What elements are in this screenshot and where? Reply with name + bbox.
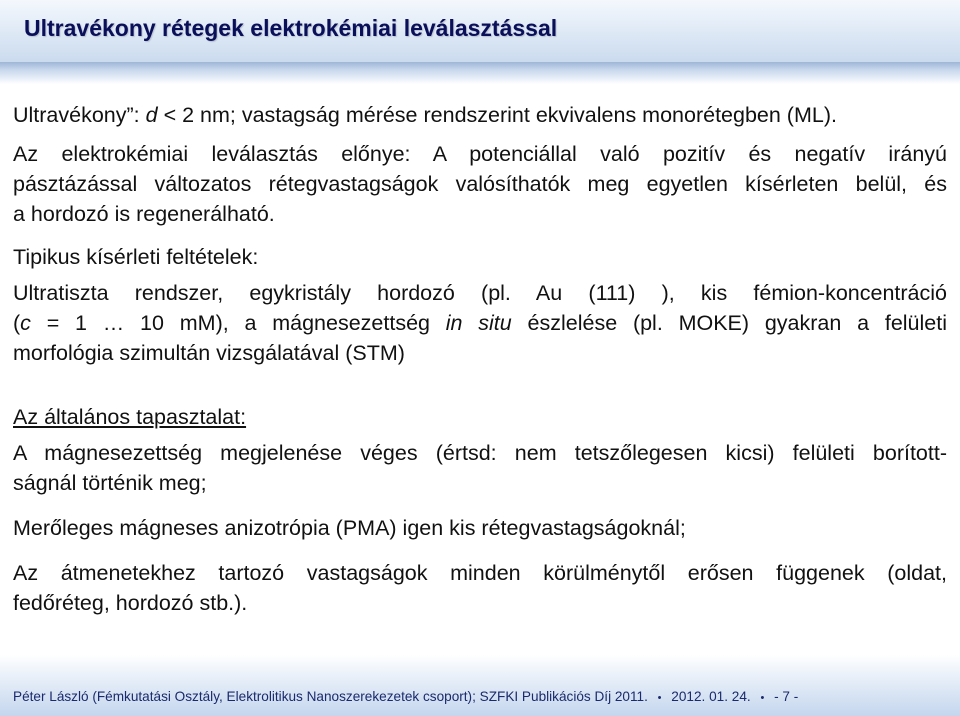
general-experience-heading: Az általános tapasztalat: bbox=[13, 405, 247, 429]
advantage-line-1: Az elektrokémiai leválasztás előnye: A potenciállal való pozitív és negatív irányú bbox=[13, 142, 947, 166]
footer bbox=[13, 689, 947, 704]
definition-text-a: Ultravékony”: bbox=[13, 103, 146, 127]
pma-statement: Merőleges mágneses anizotrópia (PMA) igen kis rétegvastagságoknál; bbox=[13, 516, 686, 540]
magnetization-line-2: ságnál történik meg; bbox=[13, 471, 207, 495]
advantage-line-3: a hordozó is regenerálható. bbox=[13, 202, 275, 226]
slide-title: Ultravékony rétegek elektrokémiai leválasztással bbox=[24, 15, 558, 41]
title-divider bbox=[0, 62, 960, 84]
footer-bullet: • bbox=[760, 692, 765, 704]
conditions-text-b: = 1 … 10 mM), a mágnesezettség bbox=[30, 311, 446, 335]
footer-bar bbox=[0, 655, 960, 716]
paragraph-conditions bbox=[13, 278, 947, 338]
conditions-text-d: észlelése (pl. MOKE) gyakran a felületi bbox=[511, 311, 947, 335]
definition-text-b: < 2 nm; vastagság mérése rendszerint ekvivalens monorétegben (ML). bbox=[157, 103, 837, 127]
transitions-line-1: Az átmenetekhez tartozó vastagságok minden körülménytől erősen függenek (oldat, bbox=[13, 561, 947, 585]
magnetization-line-1: A mágnesezettség megjelenése véges (értsd: nem tetszőlegesen kicsi) felületi borított- bbox=[13, 441, 947, 465]
conditions-line-3: morfológia szimultán vizsgálatával (STM) bbox=[13, 341, 405, 365]
conditions-line-1: Ultratiszta rendszer, egykristály hordozó (pl. Au (111) ), kis fémion-koncentráció bbox=[13, 281, 947, 305]
footer-page-number: - 7 - bbox=[774, 689, 799, 704]
paragraph-magnetization bbox=[13, 438, 947, 468]
footer-bullet: • bbox=[657, 692, 662, 704]
paragraph-definition bbox=[13, 100, 947, 130]
conditions-heading: Tipikus kísérleti feltételek: bbox=[13, 245, 259, 269]
definition-symbol-d: d bbox=[145, 103, 158, 127]
conditions-line-2 bbox=[13, 308, 947, 338]
paragraph-advantage bbox=[13, 139, 947, 199]
footer-author: Péter László (Fémkutatási Osztály, Elektrolitikus Nanoszerekezetek csoport); SZFKI Publikációs Díj 2011. bbox=[13, 689, 648, 704]
in-situ-text: in situ bbox=[445, 311, 512, 335]
paragraph-transitions bbox=[13, 558, 947, 588]
advantage-line-2: pásztázással változatos rétegvastagságok valósíthatók meg egyetlen kísérleten belül, és bbox=[13, 172, 947, 196]
footer-date: 2012. 01. 24. bbox=[671, 689, 751, 704]
concentration-symbol: c bbox=[20, 311, 31, 335]
transitions-line-2: fedőréteg, hordozó stb.). bbox=[13, 591, 248, 615]
conditions-paren: ( bbox=[13, 311, 21, 335]
